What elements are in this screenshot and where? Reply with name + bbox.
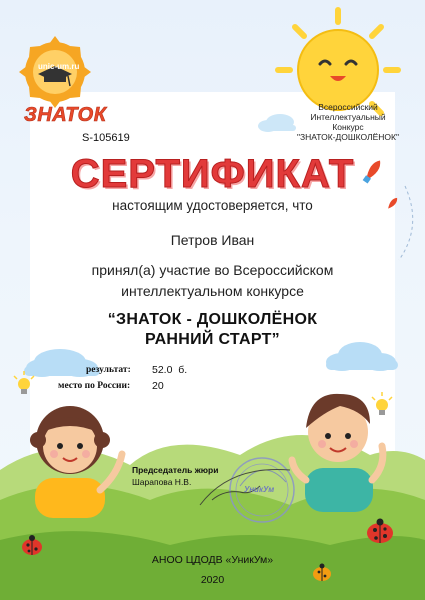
organizer-line: "ЗНАТОК-ДОШКОЛЁНОК" bbox=[297, 132, 399, 142]
certificate-title: СЕРТИФИКАТ bbox=[70, 152, 355, 196]
place-value: 20 bbox=[152, 380, 164, 392]
footer-year: 2020 bbox=[200, 574, 225, 586]
serial-number: S-105619 bbox=[82, 132, 130, 144]
organizer-caption bbox=[288, 102, 408, 142]
contest-name-2: РАННИЙ СТАРТ” bbox=[145, 331, 280, 348]
participant-name: Петров Иван bbox=[170, 232, 255, 248]
certify-text: настоящим удостоверяется, что bbox=[112, 198, 313, 213]
participation-text-2: интеллектуальном конкурсе bbox=[121, 283, 304, 299]
logo-url: unic-um.ru bbox=[38, 62, 80, 71]
organizer-line: Всероссийский bbox=[318, 102, 378, 112]
logo-brand: ЗНАТОК bbox=[24, 104, 107, 126]
footer-organization: АНОО ЦДОДВ «УникУм» bbox=[151, 554, 274, 566]
organizer-line: Интеллектуальный bbox=[310, 112, 386, 122]
result-value: 52.0 б. bbox=[152, 364, 188, 376]
place-label: место по России: bbox=[58, 381, 131, 391]
contest-name-1: “ЗНАТОК - ДОШКОЛЁНОК bbox=[107, 311, 318, 328]
organizer-line: Конкурс bbox=[332, 122, 364, 132]
result-label: результат: bbox=[86, 365, 131, 375]
participation-text-1: принял(а) участие во Всероссийском bbox=[91, 262, 334, 278]
stamp-text: УникУм bbox=[244, 485, 275, 494]
jury-name: Шарапова Н.В. bbox=[132, 477, 192, 487]
jury-title: Председатель жюри bbox=[132, 465, 219, 475]
